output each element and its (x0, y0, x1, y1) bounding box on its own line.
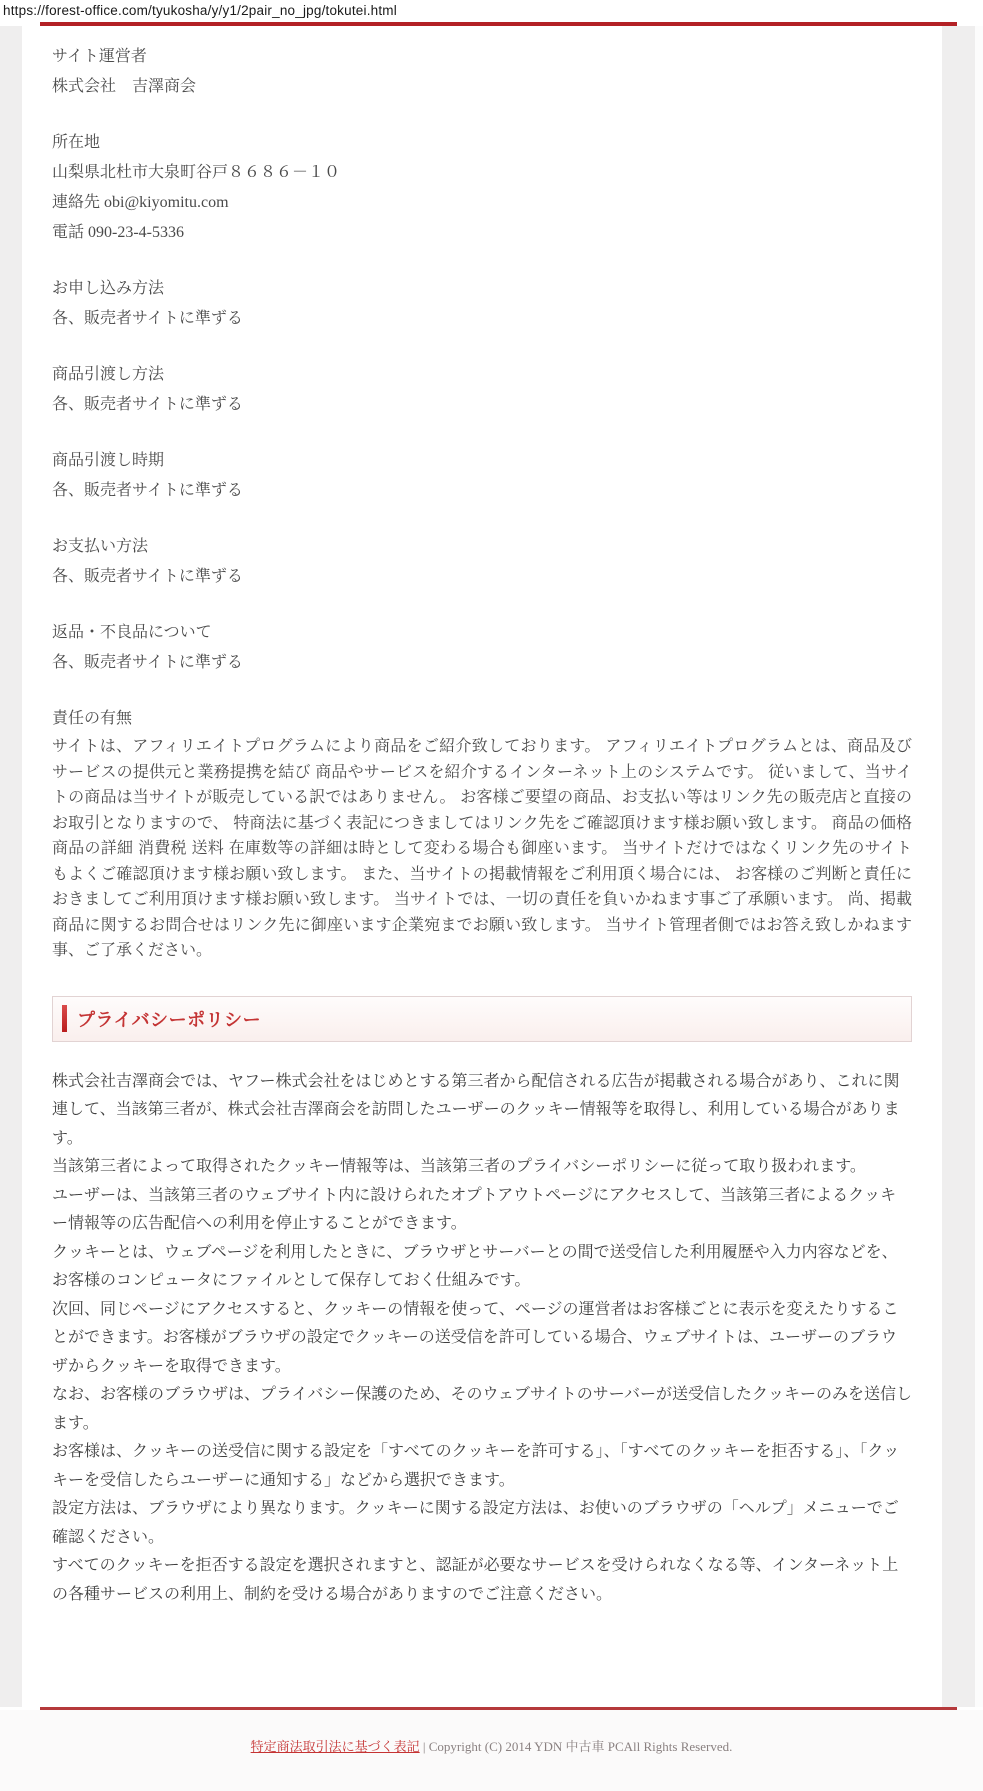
info-block-title: 返品・不良品について (52, 624, 212, 641)
privacy-paragraph: 株式会社吉澤商会では、ヤフー株式会社をはじめとする第三者から配信される広告が掲載される場合があり、これに関連して、当該第三者が、株式会社吉澤商会を訪問したユーザーのクッキー情報等を取得し、利用している場合があります。 (52, 1072, 900, 1147)
privacy-paragraph: 設定方法は、ブラウザにより異なります。クッキーに関する設定方法は、お使いのブラウザの「ヘルプ」メニューでご確認ください。 (52, 1500, 899, 1546)
seller-info-section (52, 42, 912, 678)
info-block-line: 連絡先 obi@kiyomitu.com (52, 194, 229, 211)
privacy-paragraph: クッキーとは、ウェブページを利用したときに、ブラウザとサーバーとの間で送受信した利用履歴や入力内容などを、お客様のコンピュータにファイルとして保存しておく仕組みです。 (52, 1243, 898, 1289)
red-accent-bar (62, 1005, 67, 1032)
info-block (52, 446, 912, 506)
info-block-line: 山梨県北杜市大泉町谷戸８６８６－１０ (52, 164, 341, 181)
page-url-text: https://forest-office.com/tyukosha/y/y1/2pair_no_jpg/tokutei.html (3, 3, 397, 18)
printed-url-header (0, 0, 983, 22)
info-block-title: 所在地 (52, 134, 101, 151)
info-block (52, 42, 912, 102)
privacy-paragraph: 当該第三者によって取得されたクッキー情報等は、当該第三者のプライバシーポリシーに従って取り扱われます。 (52, 1158, 866, 1175)
info-block-line: 各、販売者サイトに準ずる (52, 310, 243, 327)
liability-section (52, 704, 912, 964)
privacy-paragraph: お客様は、クッキーの送受信に関する設定を「すべてのクッキーを許可する」、「すべてのクッキーを拒否する」、「クッキーを受信したらユーザーに通知する」などから選択できます。 (52, 1443, 900, 1489)
info-block-line: 各、販売者サイトに準ずる (52, 568, 243, 585)
info-block-title: お支払い方法 (52, 538, 149, 555)
info-block (52, 128, 912, 248)
scrollbar-track[interactable] (975, 26, 983, 1707)
privacy-paragraph: なお、お客様のブラウザは、プライバシー保護のため、そのウェブサイトのサーバーが送受信したクッキーのみを送信します。 (52, 1386, 913, 1432)
info-block (52, 274, 912, 334)
privacy-policy-heading: プライバシーポリシー (77, 1009, 262, 1030)
info-block (52, 532, 912, 592)
info-block-line: 各、販売者サイトに準ずる (52, 396, 243, 413)
info-block-line: 各、販売者サイトに準ずる (52, 654, 243, 671)
info-block-title: 商品引渡し方法 (52, 366, 165, 383)
info-block-line: 各、販売者サイトに準ずる (52, 482, 243, 499)
info-block-title: お申し込み方法 (52, 280, 165, 297)
privacy-paragraph: 次回、同じページにアクセスすると、クッキーの情報を使って、ページの運営者はお客様ごとに表示を変えたりすることができます。お客様がブラウザの設定でクッキーの送受信を許可している場合、ウェブサイトは、ユーザーのブラウザからクッキーを取得できます。 (52, 1300, 899, 1375)
footer-separator: | (419, 1739, 429, 1754)
liability-paragraph: サイトは、アフィリエイトプログラムにより商品をご紹介致しております。 アフィリエイトプログラムとは、商品及びサービスの提供元と業務提携を結び 商品やサービスを紹介するインターネット上のシステムです。 従いまして、当サイトの商品は当サイトが販売している訳ではありません。 お客様ご要望の商品、お支払い等はリンク先の販売店と直接のお取引となりますので、 特商法に基づく表記につきましてはリンク先をご確認頂けます様お願い致します。 商品の価格 商品の詳細 消費税 送料 在庫数等の詳細は時として変わる場合も御座います。 当サイトだけではなくリンク先のサイトもよくご確認頂けます様お願い致します。 また、当サイトの掲載情報をご利用頂く場合には、 お客様のご判断と責任におきましてご利用頂けます様お願い致します。 当サイトでは、一切の責任を負いかねます事ご了承願います。 尚、掲載商品に関するお問合せはリンク先に御座います企業宛までお願い致します。 当サイト管理者側ではお答え致しかねます事、ご了承ください。 (52, 738, 912, 959)
liability-section-title: 責任の有無 (52, 710, 133, 727)
privacy-paragraph: ユーザーは、当該第三者のウェブサイト内に設けられたオプトアウトページにアクセスして、当該第三者によるクッキー情報等の広告配信への利用を停止することができます。 (52, 1186, 897, 1232)
info-block (52, 618, 912, 678)
info-block-line: 電話 090-23-4-5336 (52, 224, 184, 241)
page-background (0, 26, 983, 1707)
privacy-policy-header (52, 996, 912, 1042)
privacy-policy-body (52, 1068, 912, 1610)
main-content-area (22, 26, 942, 1707)
info-block-line: 株式会社 吉澤商会 (52, 78, 197, 95)
tokutei-law-link[interactable]: 特定商法取引法に基づく表記 (250, 1739, 420, 1754)
privacy-paragraph: すべてのクッキーを拒否する設定を選択されますと、認証が必要なサービスを受けられなくなる等、インターネット上の各種サービスの利用上、制約を受ける場合がありますのでご注意ください。 (52, 1557, 899, 1603)
info-block-title: サイト運営者 (52, 48, 147, 65)
copyright-text: Copyright (C) 2014 YDN 中古車 PCAll Rights Reserved. (428, 1739, 733, 1754)
info-block-title: 商品引渡し時期 (52, 452, 165, 469)
page-footer (0, 1710, 983, 1791)
info-block (52, 360, 912, 420)
